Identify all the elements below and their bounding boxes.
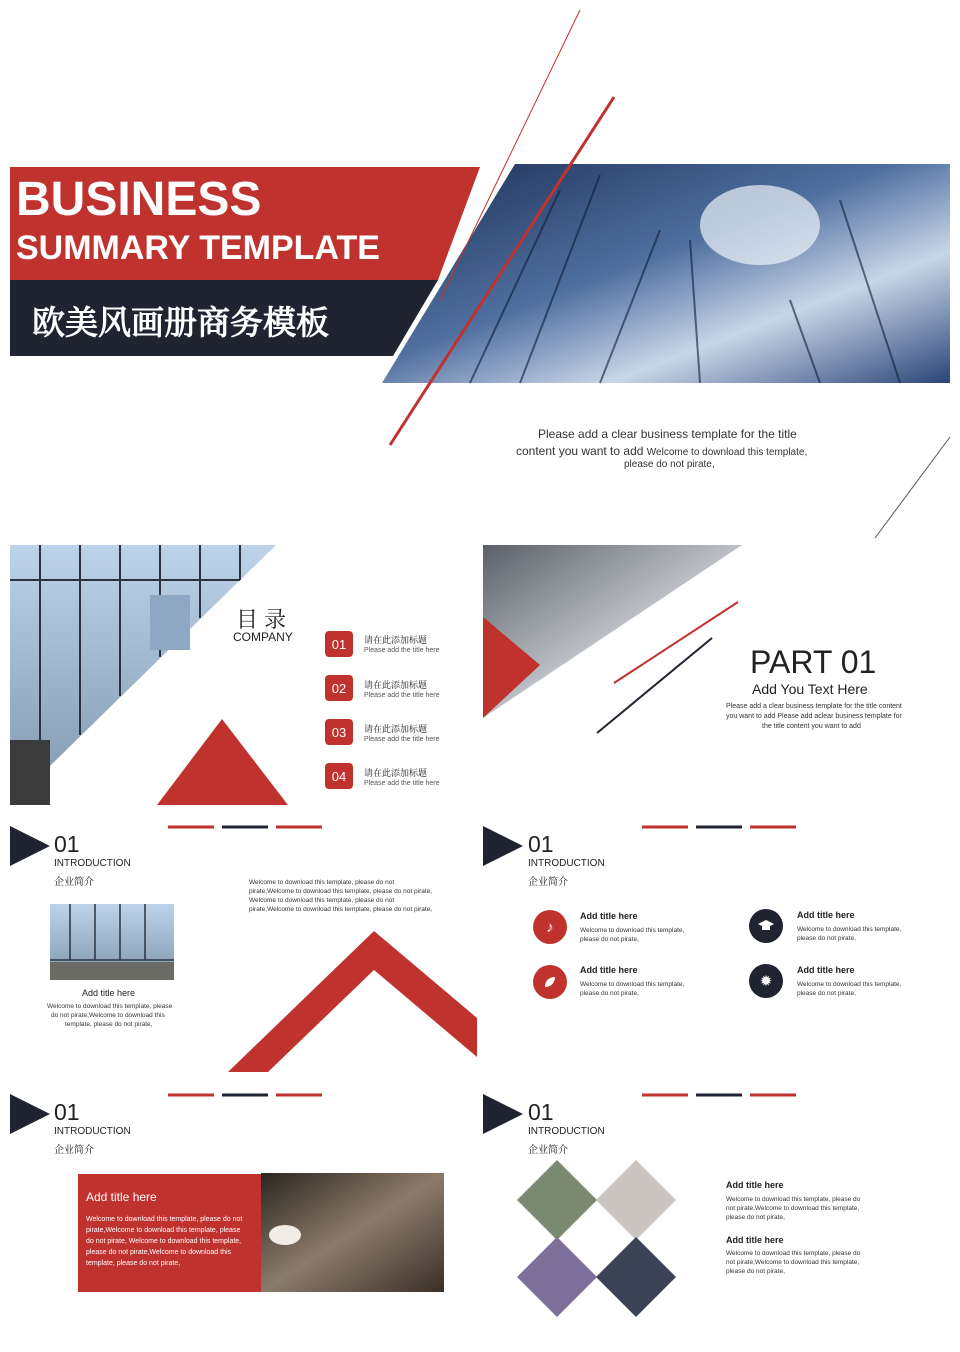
cover-subtitle-cn: 欧美风画册商务模板: [32, 304, 329, 341]
section-title-en: INTRODUCTION: [528, 858, 605, 869]
intro2-item-line: Welcome to download this template,: [580, 927, 685, 934]
intro3-box-line: pirate,Welcome to download this template, please: [86, 1227, 241, 1234]
toc-item-en: Please add the title here: [364, 692, 440, 699]
intro-office-photo: [50, 904, 174, 980]
intro3-box-line: do not pirate, Welcome to download this template,: [86, 1238, 242, 1245]
intro4-block-line: not pirate,Welcome to download this template,: [726, 1205, 860, 1212]
toc-item-en: Please add the title here: [364, 647, 440, 654]
intro2-item-line: Welcome to download this template,: [797, 926, 902, 933]
intro4-block-line: Welcome to download this template, please do: [726, 1250, 861, 1257]
intro4-block-line: not pirate,Welcome to download this template,: [726, 1259, 860, 1266]
intro2-item-line: please do not pirate,: [797, 990, 856, 997]
part-dark-line: [597, 638, 712, 733]
intro2-item-title: Add title here: [797, 910, 855, 920]
section-title-cn: 企业简介: [528, 1145, 568, 1156]
part-desc-line3: the title content you want to add: [762, 723, 861, 730]
toc-item-cn: 请在此添加标题: [364, 768, 428, 778]
intro1-paragraph-line: Welcome to download this template, please do not: [249, 879, 395, 886]
section-number: 01: [54, 831, 80, 857]
section-number: 01: [54, 1099, 80, 1125]
part-subtitle: Add You Text Here: [752, 681, 868, 697]
intro2-item-line: please do not pirate,: [580, 936, 639, 943]
cover-title-line1: BUSINESS: [16, 173, 262, 226]
intro4-block-line: Welcome to download this template, please do: [726, 1196, 861, 1203]
section-title-cn: 企业简介: [54, 1145, 94, 1156]
toc-number-badge: 02: [325, 675, 353, 701]
intro1-paragraph-line: Welcome to download this template, please do not: [249, 897, 395, 904]
part-desc-line2: you want to add Please add aclear business template for: [726, 713, 902, 720]
part-title: PART 01: [750, 644, 877, 680]
section-title-cn: 企业简介: [54, 877, 94, 888]
intro1-caption-line: do not pirate,Welcome to download this: [51, 1012, 165, 1019]
cover-desc-line1: Please add a clear business template for the title: [538, 427, 797, 441]
intro4-block-title: Add title here: [726, 1235, 784, 1245]
section-triangle-3: [10, 1094, 50, 1134]
cover-desc-line2: [516, 444, 807, 458]
section-title-en: INTRODUCTION: [54, 1126, 131, 1137]
intro2-item-title: Add title here: [580, 911, 638, 921]
intro2-item-line: Welcome to download this template,: [580, 981, 685, 988]
toc-item-cn: 请在此添加标题: [364, 635, 428, 645]
toc-title-en: COMPANY: [233, 630, 293, 644]
intro1-caption-title: Add title here: [82, 988, 136, 998]
cover-title-line2: SUMMARY TEMPLATE: [16, 229, 380, 267]
intro2-item-line: Welcome to download this template,: [797, 981, 902, 988]
intro1-paragraph-line: pirate,Welcome to download this template, please do not pirate,: [249, 888, 433, 895]
intro2-item-line: please do not pirate,: [797, 935, 856, 942]
leaf-icon: [533, 965, 567, 999]
intro3-box-line: template, please do not pirate,: [86, 1260, 181, 1267]
toc-item-cn: 请在此添加标题: [364, 724, 428, 734]
cover-grey-line: [875, 437, 950, 538]
intro2-item-title: Add title here: [580, 965, 638, 975]
cover-desc-line2b: Welcome to download this template,: [646, 447, 808, 458]
intro4-block-line: please do not pirate,: [726, 1214, 785, 1221]
section-number: 01: [528, 831, 554, 857]
intro2-item-line: please do not pirate,: [580, 990, 639, 997]
diamond-photo-laptop: [596, 1160, 676, 1240]
coffee-cup-shape: [269, 1225, 301, 1245]
intro1-caption-line: template, please do not pirate,: [65, 1021, 153, 1028]
cover-desc-line3: please do not pirate,: [624, 459, 715, 470]
section-number: 01: [528, 1099, 554, 1125]
toc-item-en: Please add the title here: [364, 780, 440, 787]
intro1-caption-line: Welcome to download this template, please: [47, 1003, 173, 1010]
intro4-block-line: please do not pirate,: [726, 1268, 785, 1275]
section-title-en: INTRODUCTION: [54, 858, 131, 869]
section-title-cn: 企业简介: [528, 877, 568, 888]
section-triangle-4: [483, 1094, 523, 1134]
toc-number-badge: 01: [325, 631, 353, 657]
toc-red-triangle: [157, 719, 288, 805]
intro4-block-title: Add title here: [726, 1180, 784, 1190]
toc-item-en: Please add the title here: [364, 736, 440, 743]
section-triangle-2: [483, 826, 523, 866]
intro-red-chevron: [228, 931, 477, 1072]
cover-desc-line2a: content you want to add: [516, 444, 644, 458]
graduation-cap-icon: [749, 909, 783, 943]
toc-item-cn: 请在此添加标题: [364, 680, 428, 690]
part-desc-line1: Please add a clear business template for the title content: [726, 703, 902, 710]
section-title-en: INTRODUCTION: [528, 1126, 605, 1137]
intro3-box-line: please do not pirate,Welcome to download this: [86, 1249, 232, 1256]
intro2-item-title: Add title here: [797, 965, 855, 975]
toc-number-badge: 03: [325, 719, 353, 745]
intro1-paragraph-line: pirate,Welcome to download this template, please do not pirate,: [249, 906, 433, 913]
diamond-photo-city: [517, 1160, 597, 1240]
diamond-photo-writing: [517, 1237, 597, 1317]
gear-icon: ✹: [749, 964, 783, 998]
diamond-photo-woman: [596, 1237, 676, 1317]
toc-number-badge: 04: [325, 763, 353, 789]
intro3-box-title: Add title here: [86, 1190, 157, 1204]
toc-title-cn: 目 录: [236, 607, 287, 632]
part-skyscraper-photo: [483, 545, 742, 718]
intro3-box-line: Welcome to download this template, please do not: [86, 1216, 243, 1223]
music-note-icon: ♪: [533, 910, 567, 944]
section-triangle-1: [10, 826, 50, 866]
